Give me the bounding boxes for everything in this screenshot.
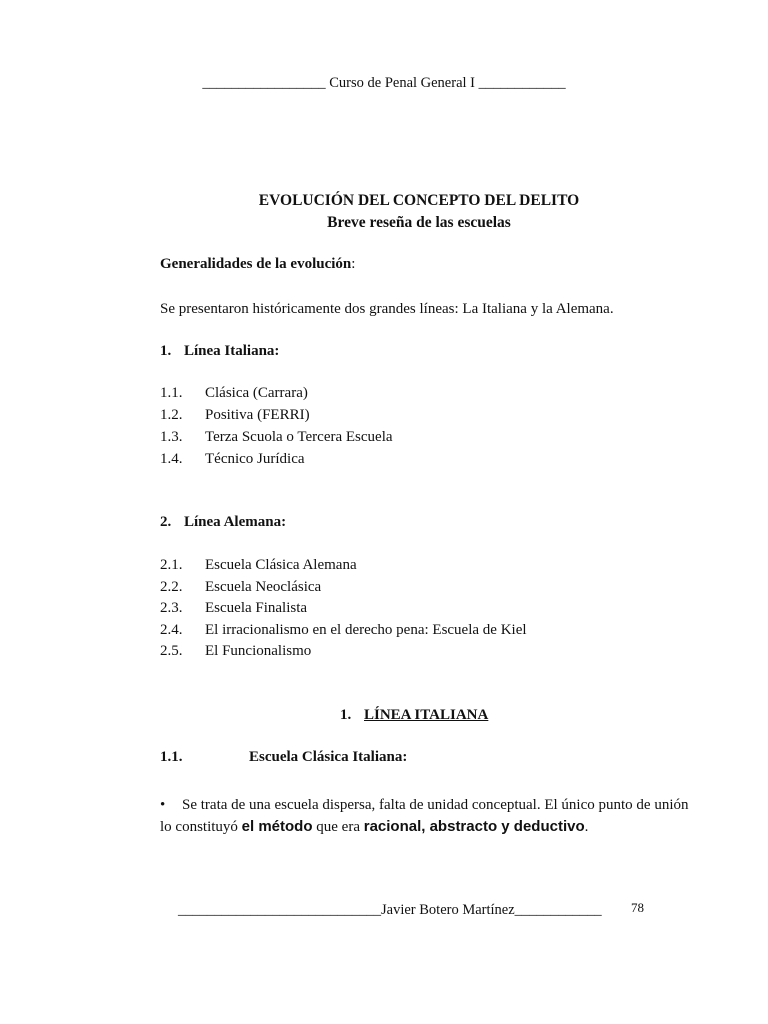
paragraph-bold-2: racional, abstracto y deductivo [363, 818, 585, 835]
page-number: 78 [631, 900, 644, 915]
list-item-number: 2.1. [160, 557, 183, 573]
list-item-text: Terza Scuola o Tercera Escuela [205, 429, 393, 445]
list-item-text: Técnico Jurídica [205, 451, 305, 467]
document-title: EVOLUCIÓN DEL CONCEPTO DEL DELITO [258, 192, 580, 209]
section-1-title: Línea Italiana: [184, 343, 280, 359]
list-item [160, 600, 527, 622]
page-header: _________________ Curso de Penal General I ____________ [202, 75, 566, 91]
generalities-heading-text: Generalidades de la evolución [160, 256, 352, 272]
list-item [160, 579, 527, 601]
list-item-text: El Funcionalismo [205, 643, 312, 659]
list-item [160, 385, 393, 407]
subsection-title: Escuela Clásica Italiana: [249, 749, 408, 765]
list-item-text: Clásica (Carrara) [205, 385, 308, 401]
list-item-text: El irracionalismo en el derecho pena: Escuela de Kiel [205, 621, 527, 638]
list-item-text: Escuela Finalista [205, 600, 308, 616]
document-subtitle: Breve reseña de las escuelas [327, 214, 511, 231]
list-item-number: 2.5. [160, 643, 183, 659]
generalities-colon: : [351, 256, 356, 272]
section-2-list [160, 557, 527, 665]
list-item-number: 2.4. [160, 621, 183, 638]
list-item [160, 451, 393, 473]
section-1-heading [160, 343, 279, 360]
section-2-number: 2. [160, 514, 172, 530]
page-footer: ____________________________Javier Botero Martínez____________ [178, 902, 602, 918]
section-1-list [160, 385, 393, 473]
subsection-number: 1.1. [160, 749, 183, 765]
bullet-icon: • [160, 797, 166, 813]
section-2-heading [160, 514, 286, 531]
section-1-number: 1. [160, 343, 172, 359]
list-item-number: 1.3. [160, 429, 183, 445]
list-item-number: 2.3. [160, 600, 183, 616]
list-item [160, 643, 527, 665]
list-item-number: 2.2. [160, 578, 183, 595]
list-item [160, 557, 527, 579]
paragraph-bold-1: el método [241, 818, 313, 835]
list-item-number: 1.1. [160, 385, 183, 401]
chapter-heading [340, 707, 488, 724]
paragraph-text-1: Se trata de una escuela dispersa, falta de unidad conceptual. El único punto de unión lo constituyó [160, 797, 689, 835]
list-item [160, 429, 393, 451]
subsection-heading [160, 749, 407, 766]
list-item-text: Positiva (FERRI) [205, 407, 310, 423]
list-item [160, 407, 393, 429]
chapter-number: 1. [340, 707, 352, 723]
chapter-title: LÍNEA ITALIANA [364, 707, 489, 723]
list-item-number: 1.2. [160, 407, 183, 423]
paragraph-text-3: . [584, 819, 589, 835]
paragraph-text-2: que era [312, 819, 364, 835]
list-item-text: Escuela Clásica Alemana [205, 557, 357, 573]
intro-paragraph: Se presentaron históricamente dos grandes líneas: La Italiana y la Alemana. [160, 301, 614, 317]
body-paragraph [160, 794, 700, 838]
list-item-text: Escuela Neoclásica [205, 578, 322, 595]
generalities-heading [160, 256, 355, 273]
list-item-number: 1.4. [160, 451, 183, 467]
section-2-title: Línea Alemana: [184, 514, 287, 530]
list-item [160, 622, 527, 644]
